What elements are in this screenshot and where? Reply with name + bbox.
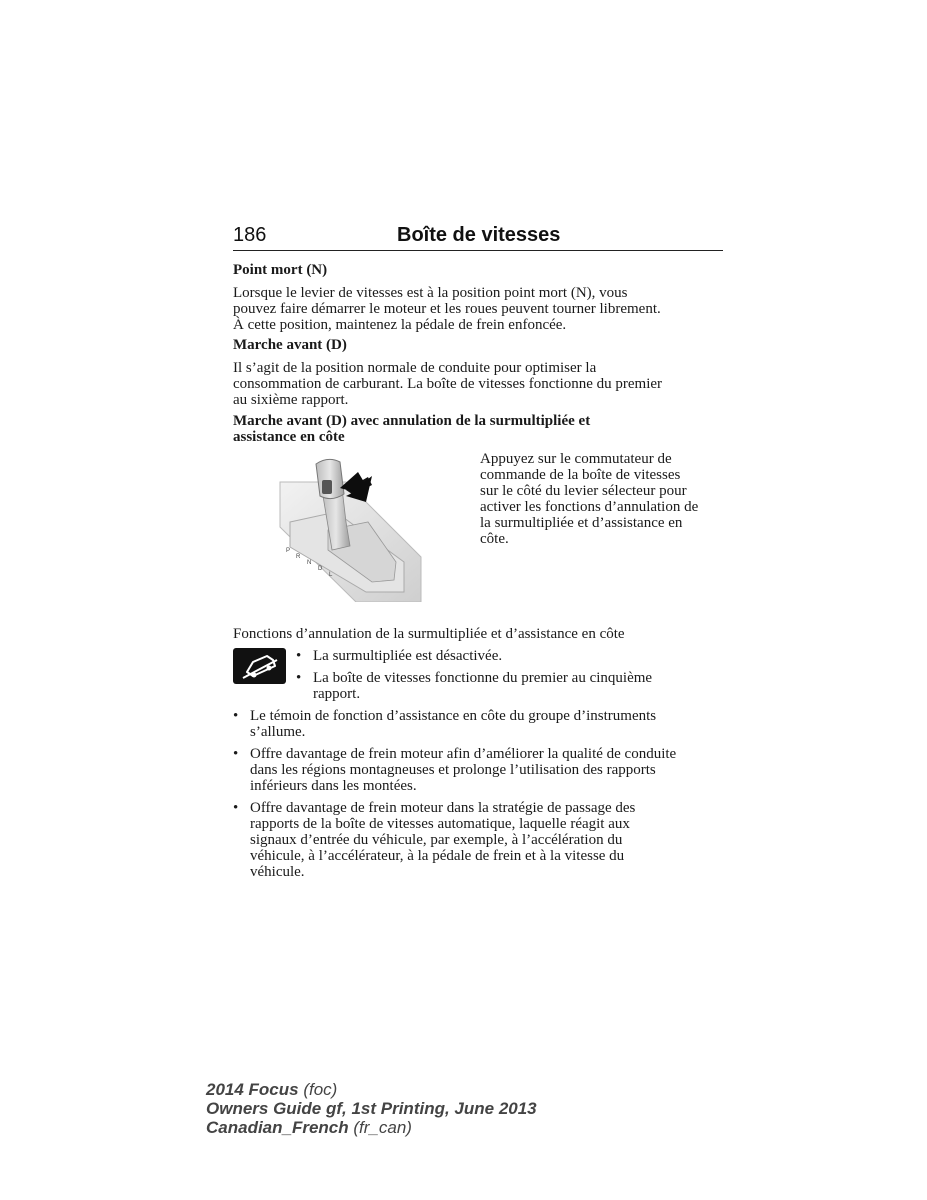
text-line: s’allume. — [250, 724, 306, 740]
text-line: véhicule, à l’accélérateur, à la pédale de frein et à la vitesse du — [250, 848, 625, 864]
gear-letter-p: P — [286, 548, 291, 554]
text-line: La surmultipliée est désactivée. — [313, 648, 503, 664]
text-line: pouvez faire démarrer le moteur et les roues peuvent tourner librement. — [233, 301, 661, 317]
section-heading-overdrive — [233, 413, 723, 445]
page-title: Boîte de vitesses — [397, 224, 561, 246]
heading-line: assistance en côte — [233, 429, 345, 445]
text-line: À cette position, maintenez la pédale de frein enfoncée. — [233, 317, 567, 333]
list-item — [296, 670, 726, 702]
text-line: inférieurs dans les montées. — [250, 778, 417, 794]
text-line: activer les fonctions d’annulation de — [480, 499, 699, 515]
footer-language-code: (fr_can) — [348, 1118, 412, 1137]
bullet-icon: • — [233, 800, 239, 816]
section-heading-drive: Marche avant (D) — [233, 337, 347, 353]
text-line: véhicule. — [250, 864, 305, 880]
gear-letter-d: D — [318, 566, 323, 572]
footer-line-2 — [206, 1099, 606, 1118]
paragraph-neutral — [233, 285, 723, 333]
paragraph-drive — [233, 360, 723, 408]
gear-shifter-svg — [276, 452, 426, 602]
heading-line: Marche avant (D) avec annulation de la surmultipliée et — [233, 413, 591, 429]
footer-printing: Owners Guide gf, 1st Printing, June 2013 — [206, 1099, 537, 1118]
footer-model-code: (foc) — [298, 1080, 338, 1099]
page-number: 186 — [233, 224, 267, 246]
text-line: dans les régions montagneuses et prolonge l’utilisation des rapports — [250, 762, 656, 778]
gear-shifter-illustration — [276, 452, 426, 602]
text-line: Offre davantage de frein moteur dans la stratégie de passage des — [250, 800, 636, 816]
functions-intro: Fonctions d’annulation de la surmultipliée et d’assistance en côte — [233, 626, 625, 642]
bullet-list — [233, 708, 725, 880]
text-line: la surmultipliée et d’assistance en — [480, 515, 683, 531]
shifter-instructions — [480, 451, 725, 547]
page-header — [233, 222, 723, 251]
list-item — [233, 800, 725, 880]
bullet-icon: • — [233, 746, 239, 762]
gear-letter-r: R — [296, 554, 301, 560]
text-line: sur le côté du levier sélecteur pour — [480, 483, 687, 499]
text-line: Offre davantage de frein moteur afin d’améliorer la qualité de conduite — [250, 746, 677, 762]
gear-letter-l: L — [329, 572, 333, 578]
footer-line-1 — [206, 1080, 606, 1099]
text-line: Appuyez sur le commutateur de — [480, 451, 672, 467]
text-line: rapports de la boîte de vitesses automatique, laquelle réagit aux — [250, 816, 630, 832]
text-line: au sixième rapport. — [233, 392, 349, 408]
gear-letter-n: N — [307, 560, 312, 566]
text-line: La boîte de vitesses fonctionne du premier au cinquième — [313, 670, 653, 686]
text-line: Il s’agit de la position normale de conduite pour optimiser la — [233, 360, 597, 376]
section-heading-neutral: Point mort (N) — [233, 262, 328, 278]
text-line: rapport. — [313, 686, 361, 702]
list-item — [296, 648, 726, 664]
text-line: côte. — [480, 531, 509, 547]
bullet-icon: • — [296, 670, 302, 686]
footer-model: 2014 Focus — [206, 1080, 299, 1099]
text-line: Le témoin de fonction d’assistance en côte du groupe d’instruments — [250, 708, 657, 724]
footer-language: Canadian_French — [206, 1118, 349, 1137]
bullet-icon: • — [233, 708, 239, 724]
text-line: Lorsque le levier de vitesses est à la position point mort (N), vous — [233, 285, 628, 301]
vehicle-on-slope-icon — [233, 648, 286, 684]
slope-car-svg — [233, 648, 286, 684]
icon-bullet-list — [296, 648, 726, 702]
document-footer — [206, 1080, 606, 1137]
text-line: consommation de carburant. La boîte de vitesses fonctionne du premier — [233, 376, 663, 392]
text-line: commande de la boîte de vitesses — [480, 467, 681, 483]
shift-button — [322, 480, 332, 494]
bullet-icon: • — [296, 648, 302, 664]
list-item — [233, 746, 725, 794]
text-line: signaux d’entrée du véhicule, par exemple, à l’accélération du — [250, 832, 623, 848]
footer-line-3 — [206, 1118, 606, 1137]
list-item — [233, 708, 725, 740]
